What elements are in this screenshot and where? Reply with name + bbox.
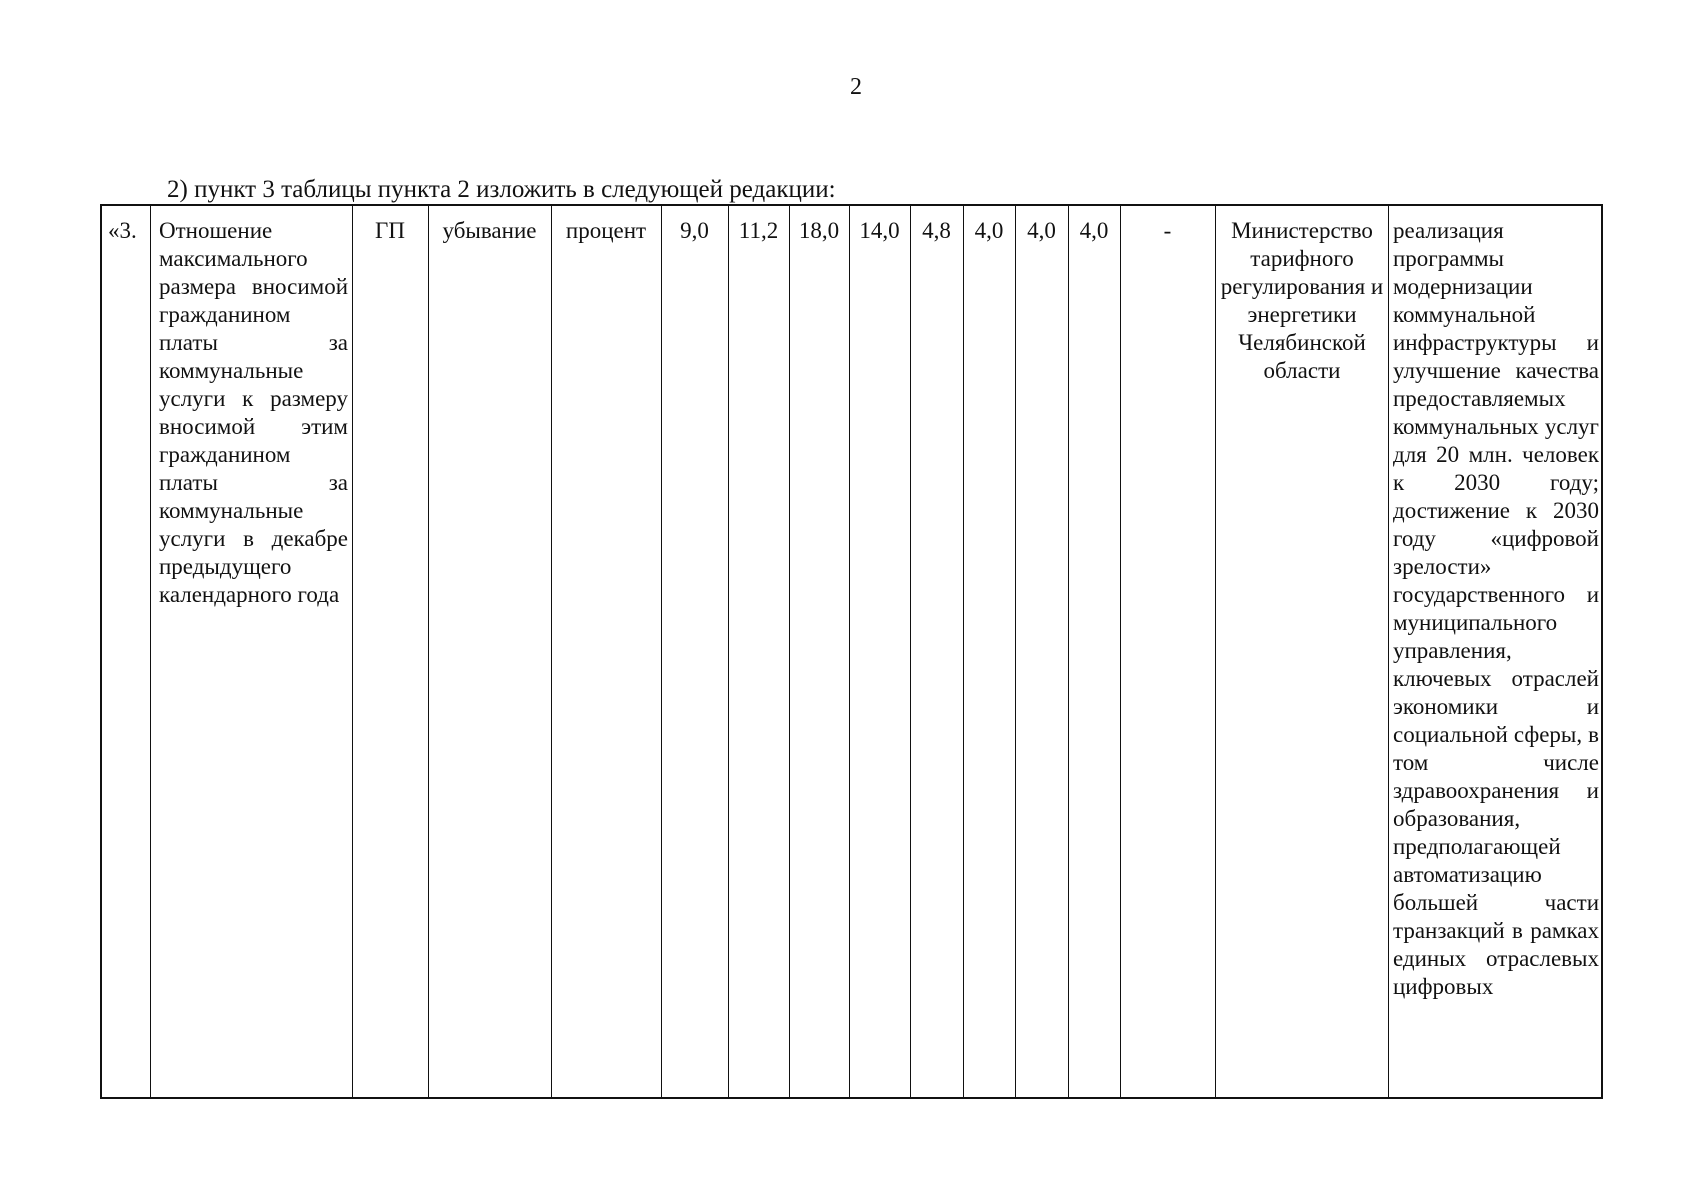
value-cell: 4,0 [974, 218, 1004, 243]
column-divider [661, 204, 662, 1099]
amendment-intro: 2) пункт 3 таблицы пункта 2 изложить в следующей редакции: [167, 176, 836, 203]
value-cell: 18,0 [798, 218, 840, 243]
column-divider [1215, 204, 1216, 1099]
value-cell: 9,0 [680, 218, 709, 243]
column-divider [428, 204, 429, 1099]
dash-cell: - [1163, 218, 1172, 243]
row-number: «3. [108, 218, 137, 243]
value-cell: 14,0 [859, 218, 900, 243]
indicator-name: Отношение максимального размера вносимой гражданином платы за коммунальные услуги к размеру вносимой этим гражданином платы за коммунальные услуги в декабре предыдущего календарного года [159, 218, 348, 607]
value-cell: 4,0 [1027, 218, 1056, 243]
level-cell: ГП [375, 218, 405, 243]
responsible-cell: Министерство тарифного регулирования и энергетики Челябинской области [1220, 218, 1384, 383]
column-divider [728, 204, 729, 1099]
column-divider [849, 204, 850, 1099]
column-divider [150, 204, 151, 1099]
value-cell: 4,8 [922, 218, 951, 243]
trend-cell: убывание [442, 218, 537, 243]
column-divider [551, 204, 552, 1099]
value-cell: 11,2 [738, 218, 779, 243]
goal-cell: реализация программы модернизации коммунальной инфраструктуры и улучшение качества предоставляемых коммунальных услуг для 20 млн. человек к 2030 году; достижение к 2030 году «цифровой зрелости» государственного и муниципального управления, ключевых отраслей экономики и социальной сферы, в том числе здравоохранения и образования, предполагающей автоматизацию большей части транзакций в рамках единых отраслевых цифровых [1393, 218, 1599, 999]
unit-cell: процент [565, 218, 647, 243]
column-divider [963, 204, 964, 1099]
column-divider [1120, 204, 1121, 1099]
column-divider [1388, 204, 1389, 1099]
page-number: 2 [850, 74, 862, 100]
column-divider [1015, 204, 1016, 1099]
column-divider [352, 204, 353, 1099]
column-divider [789, 204, 790, 1099]
column-divider [1068, 204, 1069, 1099]
column-divider [910, 204, 911, 1099]
value-cell: 4,0 [1079, 218, 1109, 243]
